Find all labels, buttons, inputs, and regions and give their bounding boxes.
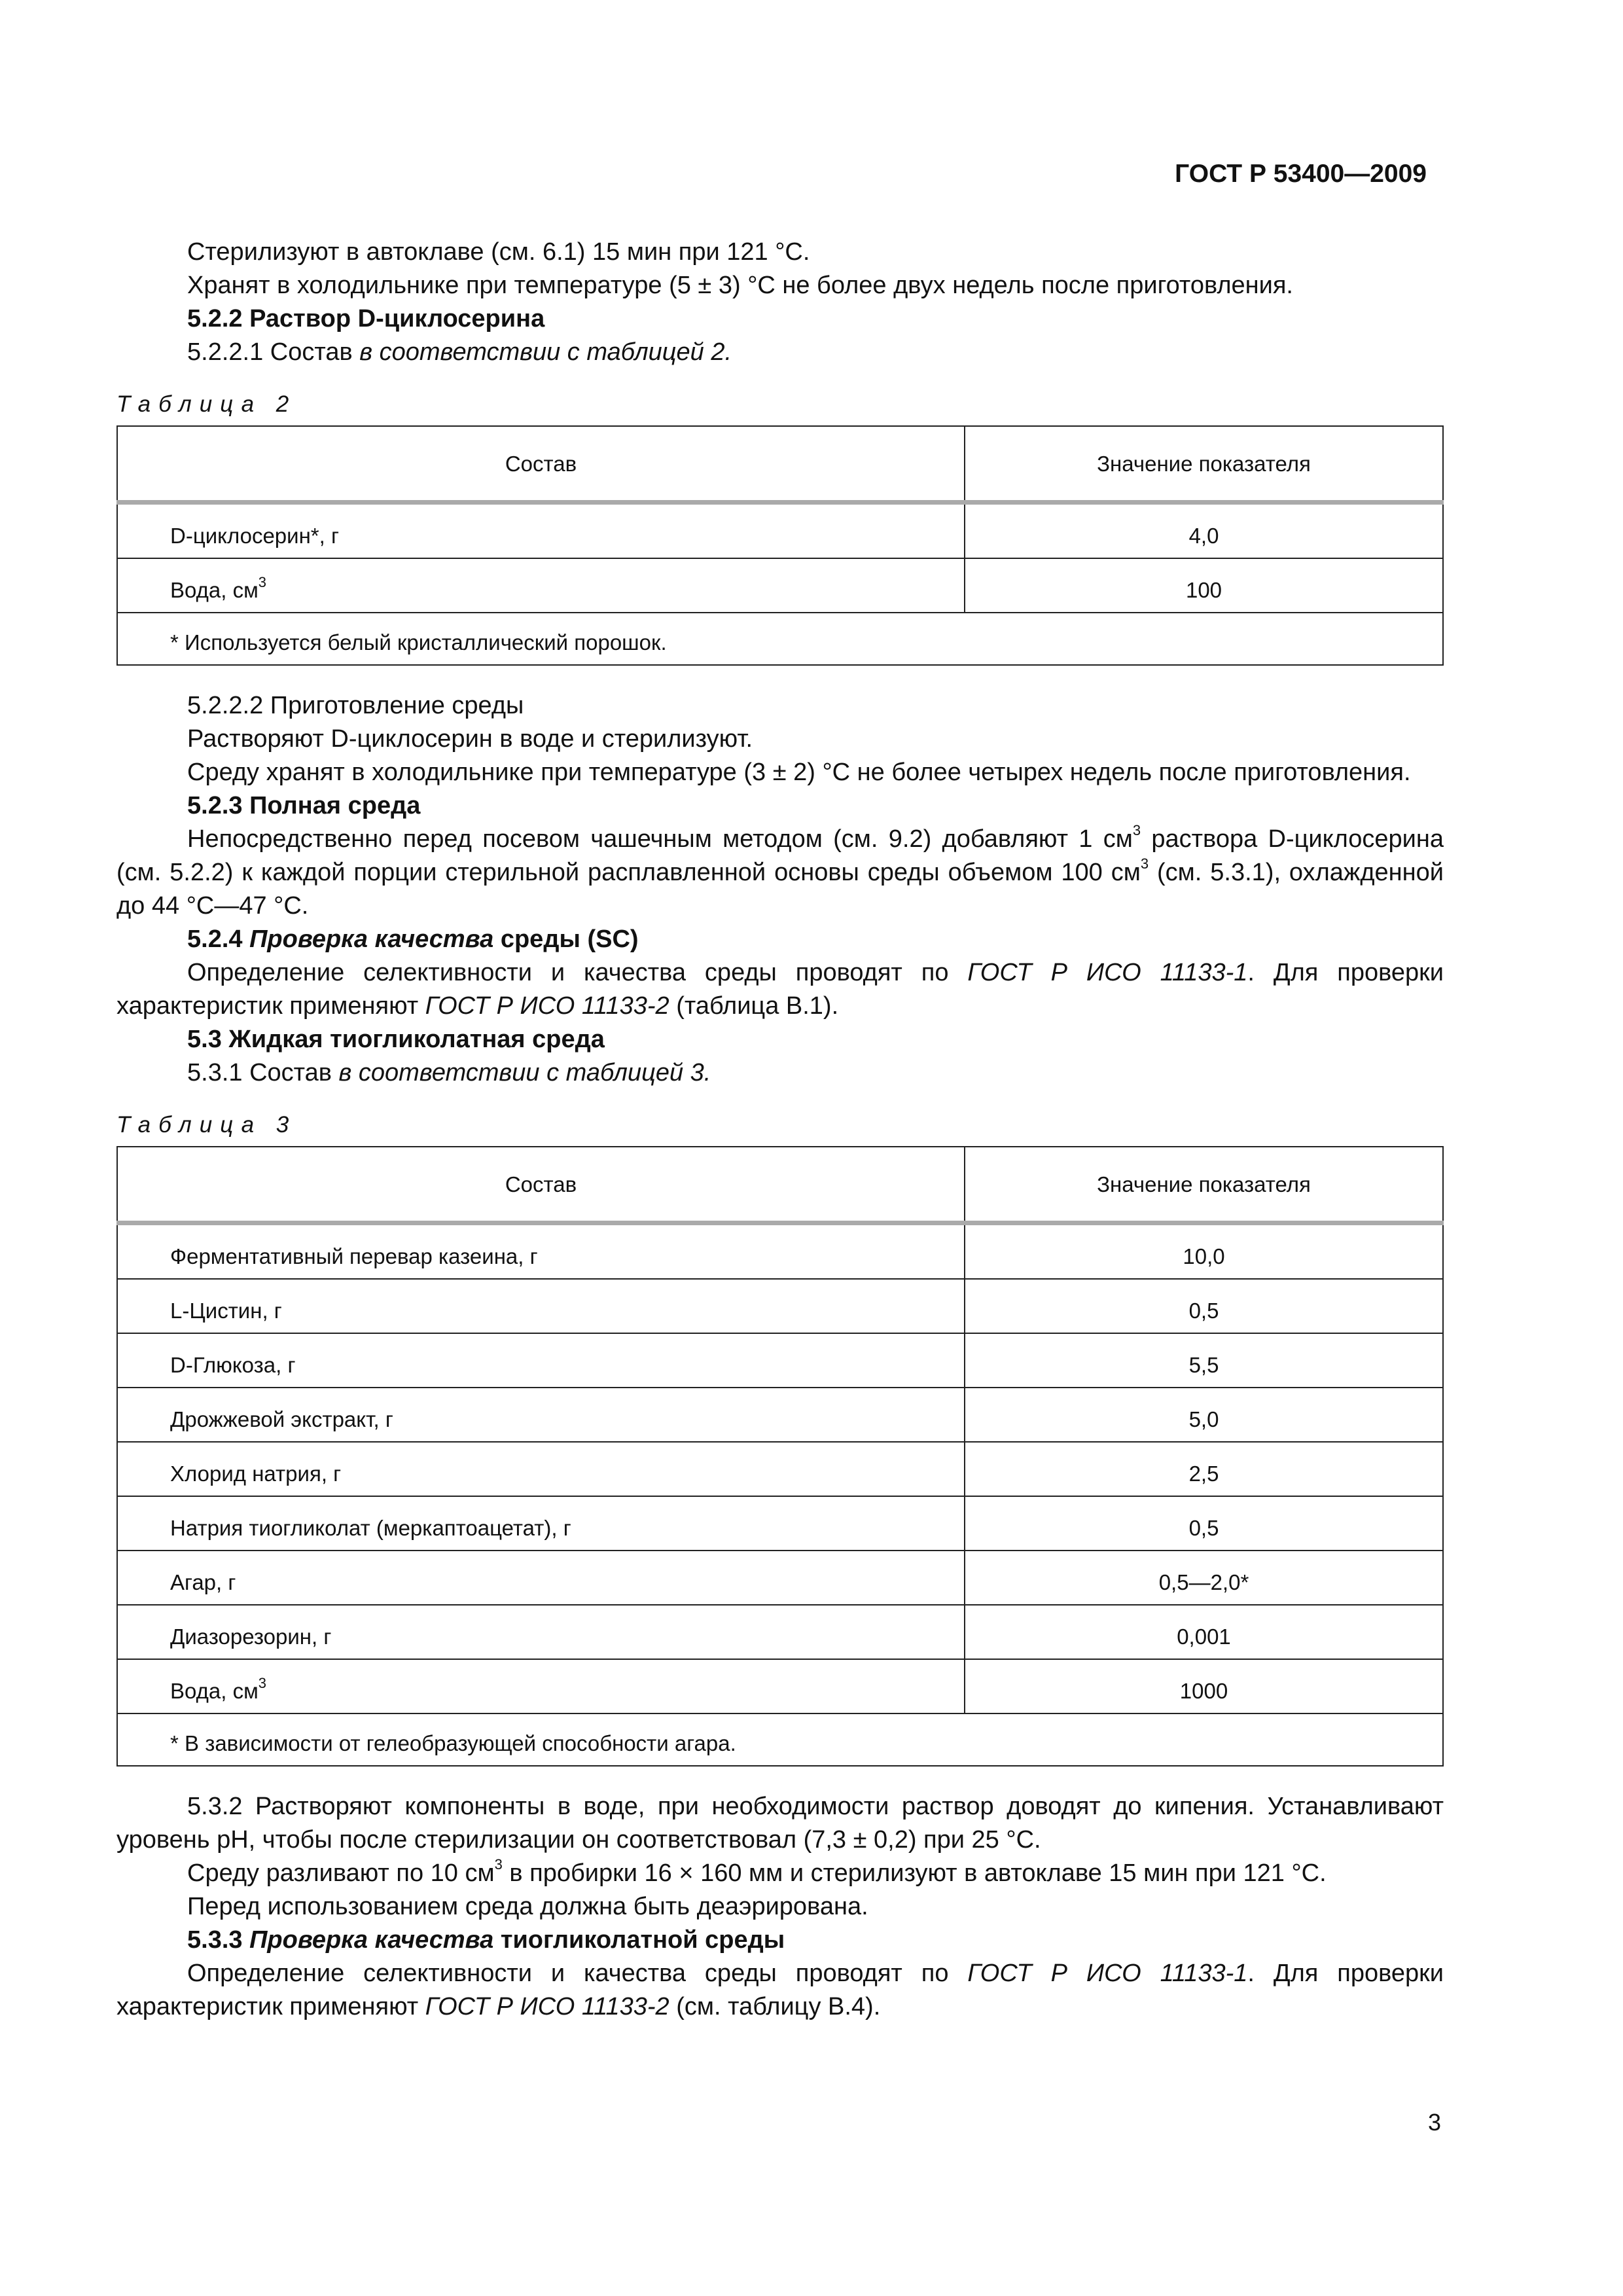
table-3	[116, 1146, 1444, 1767]
table-row	[117, 1279, 1443, 1333]
table-row	[117, 1551, 1443, 1605]
superscript: 3	[1132, 822, 1141, 839]
table-cell-value: 2,5	[965, 1442, 1443, 1496]
table-cell-value: 1000	[965, 1659, 1443, 1713]
page-number: 3	[1427, 2109, 1441, 2136]
table-2-caption: Таблица 2	[116, 391, 297, 417]
paragraph-dissolve: Растворяют D-циклосерин в воде и стерилизуют.	[187, 725, 753, 753]
table-cell-name: Диазорезорин, г	[117, 1605, 965, 1659]
table-row	[117, 1659, 1443, 1713]
text-run: раствора D-циклосерина (см. 5.2.2) к каждой порции стерильной расплавленной основы среды объемом 100 см	[116, 825, 1444, 886]
paragraph-deaerate: Перед использованием среда должна быть деаэрирована.	[187, 1893, 868, 1920]
text-run: Определение селективности и качества среды проводят по	[187, 959, 968, 986]
table-cell-name: D-циклосерин*, г	[117, 503, 965, 559]
text-run: . Для проверки характеристик применяют	[116, 1960, 1444, 2020]
paragraph-dispense	[116, 1857, 1444, 1890]
text-run-italic: в соответствии с таблицей 2.	[359, 338, 732, 366]
heading-5-3: 5.3 Жидкая тиогликолатная среда	[187, 1026, 605, 1053]
table-cell-name	[117, 558, 965, 613]
table-note-row	[117, 1713, 1443, 1766]
text-run-italic: ГОСТ Р ИСО 11133-1	[967, 959, 1248, 986]
table-cell-value: 0,5	[965, 1279, 1443, 1333]
text-run-italic: ГОСТ Р ИСО 11133-2	[425, 992, 669, 1020]
table-cell-value: 5,0	[965, 1388, 1443, 1442]
text-run: тиогликолатной среды	[493, 1926, 785, 1954]
text-run: в пробирки 16 × 160 мм и стерилизуют в автоклаве 15 мин при 121 °С.	[502, 1859, 1327, 1887]
text-run: 5.2.2.1 Состав	[187, 338, 360, 366]
paragraph-5-3-1	[116, 1056, 1444, 1090]
text-run: Вода, см	[170, 1679, 259, 1703]
paragraph-storage: Хранят в холодильнике при температуре (5 ± 3) °С не более двух недель после приготовления.	[187, 272, 1293, 299]
table-2	[116, 425, 1444, 666]
table-header-cell: Состав	[117, 426, 965, 503]
table-row	[117, 503, 1443, 559]
table-row	[117, 558, 1443, 613]
table-cell-name	[117, 1659, 965, 1713]
text-run-italic: Проверка качества	[249, 925, 494, 953]
table-cell-value: 4,0	[965, 503, 1443, 559]
table-header-cell: Значение показателя	[965, 1147, 1443, 1223]
paragraph-sterilize: Стерилизуют в автоклаве (см. 6.1) 15 мин при 121 °С.	[187, 238, 810, 266]
table-header-cell: Состав	[117, 1147, 965, 1223]
table-header-row	[117, 1147, 1443, 1223]
text-run-italic: ГОСТ Р ИСО 11133-1	[967, 1960, 1248, 1987]
table-cell-value: 5,5	[965, 1333, 1443, 1388]
table-cell-name: Хлорид натрия, г	[117, 1442, 965, 1496]
paragraph-store-medium: Среду хранят в холодильнике при температуре (3 ± 2) °С не более четырех недель после приготовления.	[187, 759, 1411, 786]
table-cell-name: Дрожжевой экстракт, г	[117, 1388, 965, 1442]
text-run: (таблица В.1).	[669, 992, 839, 1020]
superscript: 3	[258, 574, 267, 590]
table-cell-value: 0,001	[965, 1605, 1443, 1659]
table-cell-name: L-Цистин, г	[117, 1279, 965, 1333]
table-row	[117, 1388, 1443, 1442]
paragraph-5-2-4	[116, 956, 1444, 1023]
table-row	[117, 1496, 1443, 1551]
paragraph-5-2-2-2: 5.2.2.2 Приготовление среды	[187, 692, 524, 719]
text-run: Вода, см	[170, 578, 259, 602]
table-cell-name: Ферментативный перевар казеина, г	[117, 1223, 965, 1280]
text-run: 5.2.4	[187, 925, 250, 953]
heading-5-2-3: 5.2.3 Полная среда	[187, 792, 421, 819]
heading-5-2-2: 5.2.2 Раствор D-циклосерина	[187, 305, 545, 332]
table-cell-value: 10,0	[965, 1223, 1443, 1280]
table-note-row	[117, 613, 1443, 665]
table-cell-value: 0,5	[965, 1496, 1443, 1551]
superscript: 3	[494, 1856, 503, 1873]
table-cell-value: 0,5—2,0*	[965, 1551, 1443, 1605]
table-cell-name: Натрия тиогликолат (меркаптоацетат), г	[117, 1496, 965, 1551]
table-row	[117, 1442, 1443, 1496]
text-run: Среду разливают по 10 см	[187, 1859, 495, 1887]
superscript: 3	[258, 1675, 267, 1691]
table-row	[117, 1333, 1443, 1388]
table-row	[117, 1223, 1443, 1280]
text-run: (см. таблицу В.4).	[669, 1993, 881, 2020]
document-body	[116, 236, 1444, 2024]
superscript: 3	[1140, 855, 1149, 872]
table-header-cell: Значение показателя	[965, 426, 1443, 503]
table-note: * Используется белый кристаллический порошок.	[117, 613, 1443, 665]
table-cell-name: Агар, г	[117, 1551, 965, 1605]
text-run: Определение селективности и качества среды проводят по	[187, 1960, 968, 1987]
text-run: среды (SC)	[493, 925, 639, 953]
text-run: . Для проверки характеристик применяют	[116, 959, 1444, 1020]
paragraph-5-3-3	[116, 1957, 1444, 2024]
table-cell-value: 100	[965, 558, 1443, 613]
table-row	[117, 1605, 1443, 1659]
paragraph-5-2-2-1	[116, 336, 1444, 369]
document-header: ГОСТ Р 53400—2009	[1175, 160, 1427, 188]
heading-5-2-4	[116, 923, 1444, 956]
text-run-italic: в соответствии с таблицей 3.	[338, 1059, 711, 1086]
table-note: * В зависимости от гелеобразующей способности агара.	[117, 1713, 1443, 1766]
text-run: 5.3.3	[187, 1926, 250, 1954]
paragraph-5-2-3	[116, 823, 1444, 923]
table-3-caption: Таблица 3	[116, 1112, 297, 1138]
paragraph-5-3-2: 5.3.2 Растворяют компоненты в воде, при необходимости раствор доводят до кипения. Устанавливают уровень рН, чтобы после стерилизации он соответствовал (7,3 ± 0,2) при 25 °С.	[116, 1793, 1444, 1854]
text-run: Непосредственно перед посевом чашечным методом (см. 9.2) добавляют 1 см	[187, 825, 1133, 853]
heading-5-3-3	[116, 1924, 1444, 1957]
text-run-italic: ГОСТ Р ИСО 11133-2	[425, 1993, 669, 2020]
text-run: 5.3.1 Состав	[187, 1059, 339, 1086]
text-run: (см. 5.3.1), охлажденной до 44 °С—47 °С.	[116, 859, 1444, 920]
table-cell-name: D-Глюкоза, г	[117, 1333, 965, 1388]
text-run-italic: Проверка качества	[249, 1926, 494, 1954]
table-header-row	[117, 426, 1443, 503]
